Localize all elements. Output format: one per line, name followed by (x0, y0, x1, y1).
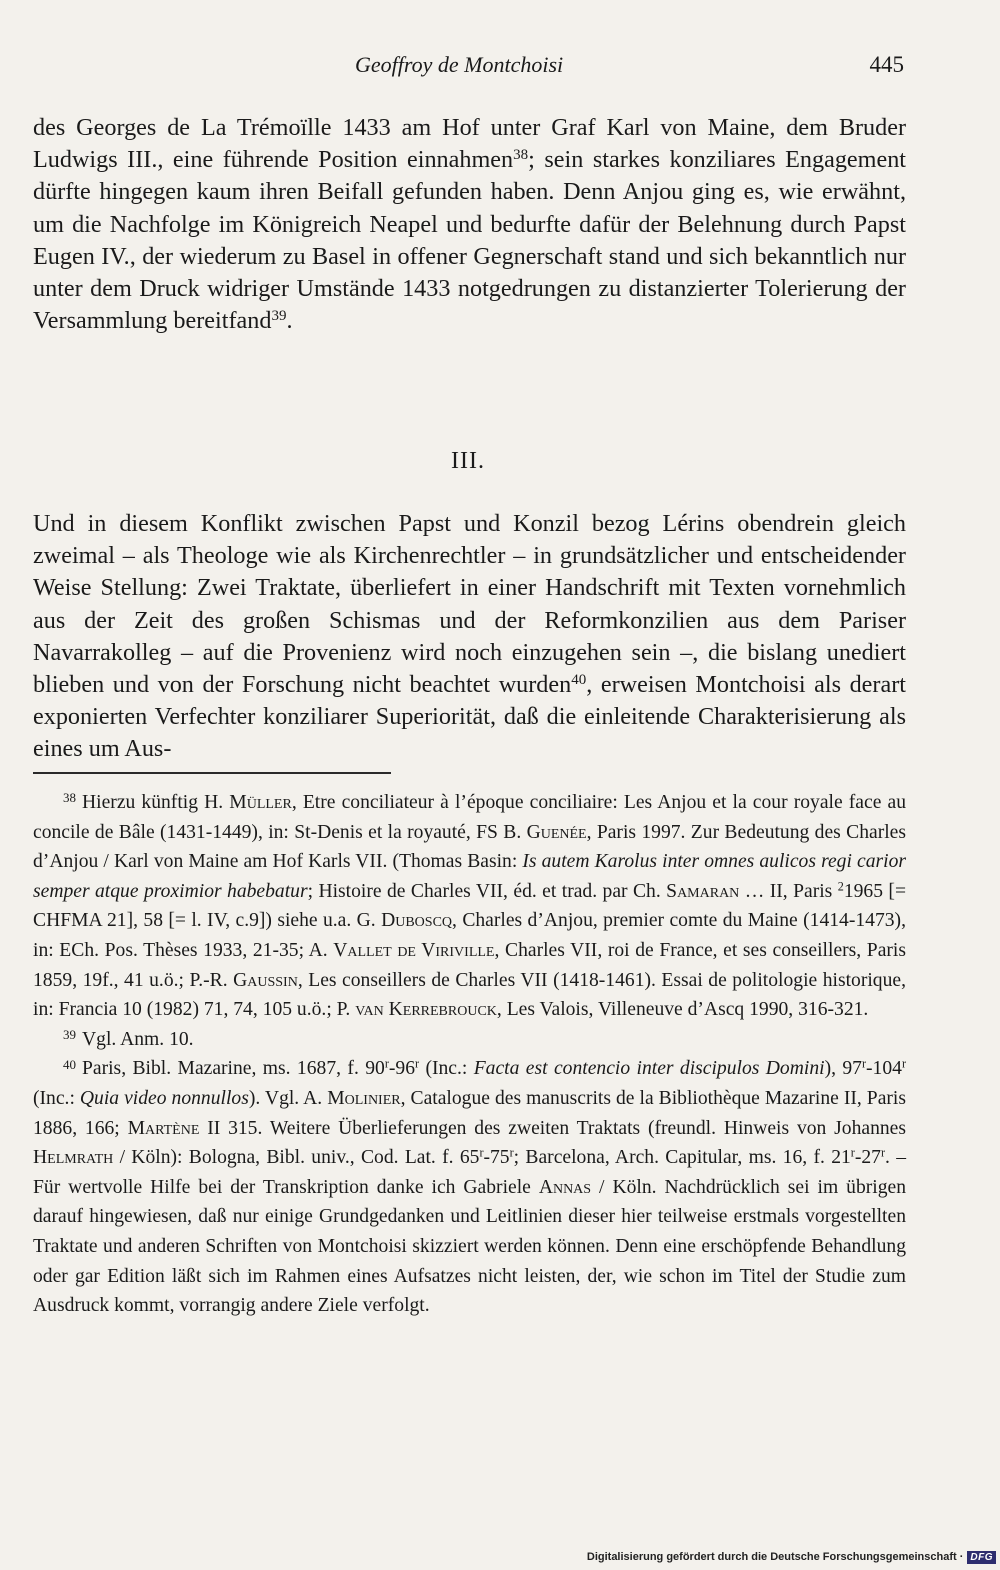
recto-mark: r (384, 1056, 389, 1071)
footnote-text: , Catalogue des manuscrits de la Bibliothèque Mazarine II, Paris 1886, 166; (33, 1087, 906, 1139)
section-heading-text: III. (451, 448, 485, 474)
footnote-ref-38[interactable]: 38 (513, 146, 529, 163)
footnote-text: , Paris 1997. Zur Bedeutung des Charles d’Anjou / Karl von Maine am Hof Karls VII. (Thomas Basin: (33, 821, 906, 873)
footnote-ref-40[interactable]: 40 (571, 671, 587, 688)
author-name: Gaussin (233, 969, 298, 991)
footnote-text: (Inc.: (419, 1058, 474, 1080)
author-name: Helmrath (33, 1147, 114, 1169)
footnote-text: , Charles d’Anjou, premier comte du Maine (1414-1473), in: ECh. Pos. Thèses 1933, 21-35; A. (33, 910, 906, 961)
footnote-ref-39[interactable]: 39 (271, 307, 287, 324)
author-name: Guenée (526, 821, 587, 843)
footnote-text: ; Barcelona, Arch. Capitular, ms. 16, f. 21 (513, 1147, 851, 1169)
author-name: Annas (538, 1176, 592, 1198)
footnote-text: … II, Paris (739, 880, 838, 902)
recto-mark: r (479, 1145, 484, 1160)
running-head (0, 52, 1000, 86)
author-name: Vallet de Viriville (333, 939, 495, 961)
latin-quote: Is autem Karolus inter omnes aulicos regi carior semper atque proximior habebatur (33, 851, 906, 902)
running-title: Geoffroy de Montchoisi (355, 52, 564, 77)
section-heading (0, 448, 1000, 475)
paragraph-text: Und in diesem Konflikt zwischen Papst und Konzil bezog Lérins obendrein gleich zweimal – als Theologe wie als Kirchenrechtler – in grundsätzlicher und entscheidender Weise Stellung: Zwei Traktate, überliefert in einer Handschrift mit Texten vornehmlich aus der Zeit des großen Schismas und der Reformkonzilien aus dem Pariser Navarrakolleg – auf die Provenienz wird noch einzugehen sein –, die bislang unediert blieben und von der Forschung nicht beachtet wurden (33, 510, 906, 699)
recto-mark: r (901, 1056, 906, 1071)
footnote-text: ; Histoire de Charles VII, éd. et trad. par Ch. (307, 880, 667, 902)
credit-text: Digitalisierung gefördert durch die Deutsche Forschungsgemeinschaft · (586, 1551, 964, 1563)
recto-mark: r (509, 1145, 514, 1160)
footnote-text: 1965 [= CHFMA 21], 58 [= l. IV, c.9]) siehe u.a. G. (33, 880, 906, 932)
footnote-39 (33, 1025, 906, 1055)
footnote-text: -75 (483, 1147, 510, 1169)
footnote-text: ), 97 (824, 1058, 862, 1080)
paragraph-text: ; sein starkes konziliares Engagement dürfte hingegen kaum ihren Beifall gefunden haben. Denn Anjou ging es, wie erwähnt, um die Nachfolge im Königreich Neapel und bedurfte dafür der Belehnung durch Papst Eugen IV., der wiederum zu Basel in offener Gegnerschaft stand und sich bekanntlich nur unter dem Druck widriger Umstände 1433 notgedrungen zu distanzierter Tolerierung der Versammlung bereitfand (33, 146, 907, 335)
author-name: van Kerrebrouck (355, 999, 497, 1021)
footnote-text: -27 (854, 1147, 881, 1169)
footnote-text: -96 (388, 1058, 415, 1080)
footnote-text: ). Vgl. A. (248, 1087, 328, 1109)
footnote-text: -104 (866, 1058, 902, 1080)
incipit: Quia video nonnullos (79, 1087, 249, 1109)
footnote-text: , Les conseillers de Charles VII (1418-1461). Essai de politologie historique, in: Francia 10 (1982) 71, 74, 105 u.ö.; P. (33, 969, 906, 1021)
author-name: Samaran (666, 880, 740, 902)
footnote-text: Paris, Bibl. Mazarine, ms. 1687, f. 90 (82, 1058, 385, 1080)
author-name: Müller (229, 792, 292, 813)
edition-superscript: 2 (837, 879, 844, 894)
recto-mark: r (415, 1056, 420, 1071)
incipit: Facta est contencio inter discipulos Domini (473, 1058, 825, 1080)
footnote-text: (Inc.: (33, 1087, 80, 1109)
recto-mark: r (880, 1145, 886, 1160)
author-name: Duboscq (381, 910, 453, 932)
paragraph-text: . (286, 307, 293, 335)
author-name: Martène (127, 1117, 200, 1139)
footnote-text: , Etre conciliateur à l’époque conciliaire: Les Anjou et la cour royale face au concile de Bâle (1431-1449), in: St-Denis et la royauté, FS B. (33, 792, 906, 843)
footnote-text: , Les Valois, Villeneuve d’Ascq 1990, 316-321. (496, 999, 869, 1021)
footnote-text: , Charles VII, roi de France, et ses conseillers, Paris 1859, 19f., 41 u.ö.; P.-R. (33, 939, 906, 991)
footnote-38 (33, 788, 906, 1025)
recto-mark: r (861, 1056, 867, 1071)
paragraph-text: des Georges de La Trémoïlle 1433 am Hof unter Graf Karl von Maine, dem Bruder Ludwigs III., eine führende Position einnahmen (33, 114, 906, 174)
recto-mark: r (850, 1145, 855, 1160)
footnote-text: / Köln): Bologna, Bibl. univ., Cod. Lat. f. 65 (113, 1147, 480, 1169)
footnote-divider (33, 772, 391, 774)
footnote-text: / Köln. Nachdrücklich sei im übrigen darauf hingewiesen, daß nur einige Grundgedanken und Leitlinien dieser hier teilweise erstmals vorgestellten Traktate und anderen Schriften von Montchoisi skizziert werden können. Denn eine erschöpfende Behandlung oder gar Edition läßt sich im Rahmen eines Aufsatzes nicht leisten, der, wie schon im Titel der Studie zum Ausdruck kommt, vorrangig andere Ziele verfolgt. (33, 1176, 906, 1317)
footnote-40 (33, 1054, 906, 1320)
dfg-logo-icon: DFG (967, 1551, 996, 1564)
body-paragraph-1 (33, 112, 906, 337)
author-name: Molinier (327, 1087, 401, 1109)
footnote-number: 38 (63, 790, 76, 806)
digitization-credit (587, 1548, 996, 1566)
body-paragraph-2 (33, 508, 906, 766)
page-number: 445 (869, 52, 904, 77)
footnote-number: 39 (63, 1026, 76, 1042)
footnote-text: Vgl. Anm. 10. (82, 1028, 194, 1050)
footnote-text: Hierzu künftig H. (82, 792, 230, 813)
footnote-number: 40 (63, 1056, 76, 1072)
footnote-text: II 315. Weitere Überlieferungen des zweiten Traktats (freundl. Hinweis von Johannes (199, 1117, 906, 1139)
footnotes (33, 788, 906, 1321)
footnote-text: . – Für wertvolle Hilfe bei der Transkription danke ich Gabriele (33, 1147, 907, 1198)
paragraph-text: , erweisen Montchoisi als derart exponierten Verfechter konziliarer Superiorität, daß die einleitende Charakterisierung als eines um Aus- (33, 671, 906, 763)
